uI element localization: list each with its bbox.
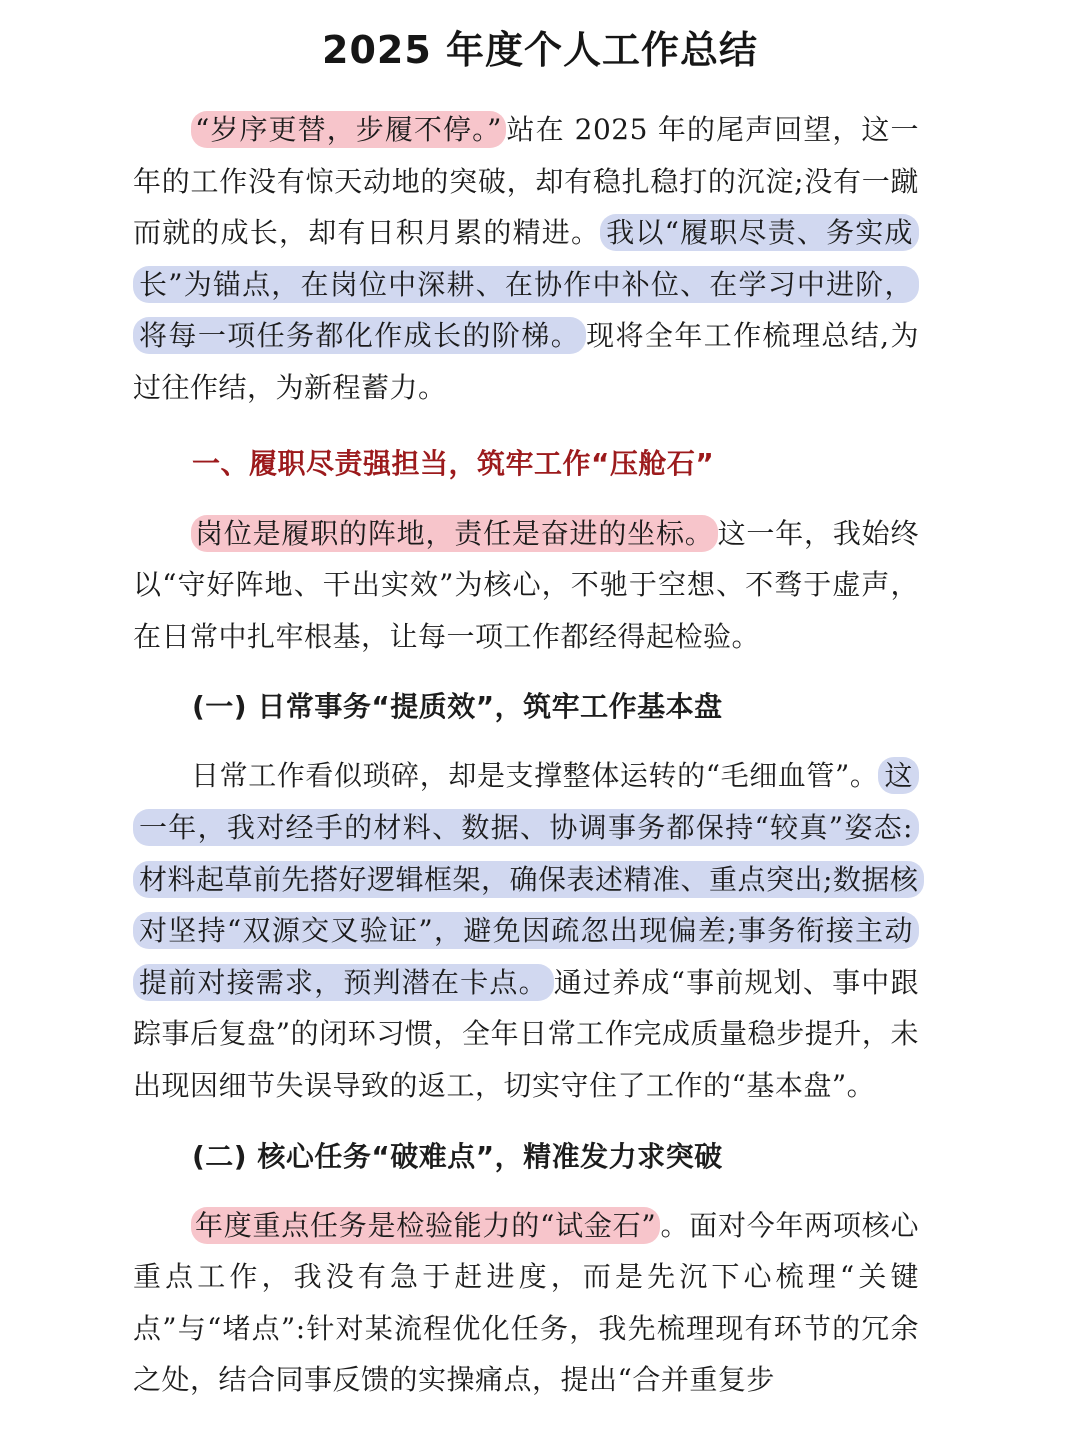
section-1-text: 这一年，我始终以“守好阵地、干出实效”为核心，不驰于空想、不骛于虚声，在日常中扎牢根基，让每一项工作都经得起检验。	[133, 516, 919, 653]
subsection-1-blue-highlight: 这一年，我对经手的材料、数据、协调事务都保持“较真”姿态:材料起草前先搭好逻辑框架，确保表述精准、重点突出;数据核对坚持“双源交叉验证”，避免因疏忽出现偏差;事务衔接主动提前对接需求，预判潜在卡点。	[133, 757, 924, 1000]
intro-text-1: 站在 2025 年的尾声回望，这一年的工作没有惊天动地的突破，却有稳扎稳打的沉淀;没有一蹴而就的成长，却有日积月累的精进。	[133, 113, 920, 250]
subsection-2-text: 。面对今年两项核心重点工作，我没有急于赶进度，而是先沉下心梳理“关键点”与“堵点”:针对某流程优化任务，我先梳理现有环节的冗余之处，结合同事反馈的实操痛点，提出“合并重复步	[133, 1208, 919, 1397]
subsection-1-text-2: 通过养成“事前规划、事中跟踪事后复盘”的闭环习惯，全年日常工作完成质量稳步提升，未出现因细节失误导致的返工，切实守住了工作的“基本盘”。	[133, 965, 919, 1102]
subsection-1-heading: (一) 日常事务“提质效”，筑牢工作基本盘	[192, 690, 723, 724]
subsection-2-pink-highlight: 年度重点任务是检验能力的“试金石”	[191, 1207, 660, 1244]
section-1-heading: 一、履职尽责强担当，筑牢工作“压舱石”	[192, 446, 715, 480]
section-1-pink-highlight: 岗位是履职的阵地，责任是奋进的坐标。	[191, 515, 718, 552]
subsection-2-heading: (二) 核心任务“破难点”，精准发力求突破	[192, 1139, 723, 1173]
section-1-paragraph	[133, 508, 919, 663]
subsection-1-paragraph	[133, 750, 919, 1111]
intro-pink-highlight: “岁序更替，步履不停。”	[191, 111, 506, 148]
document-title: 2025 年度个人工作总结	[322, 28, 758, 72]
subsection-2-paragraph	[133, 1200, 919, 1406]
intro-text-2: 现将全年工作梳理总结,为过往作结，为新程蓄力。	[133, 319, 919, 404]
subsection-1-text-1: 日常工作看似琐碎，却是支撑整体运转的“毛细血管”。	[191, 759, 879, 793]
intro-paragraph	[133, 104, 919, 414]
intro-blue-highlight: 我以“履职尽责、务实成长”为锚点，在岗位中深耕、在协作中补位、在学习中进阶，将每一项任务都化作成长的阶梯。	[133, 214, 919, 354]
